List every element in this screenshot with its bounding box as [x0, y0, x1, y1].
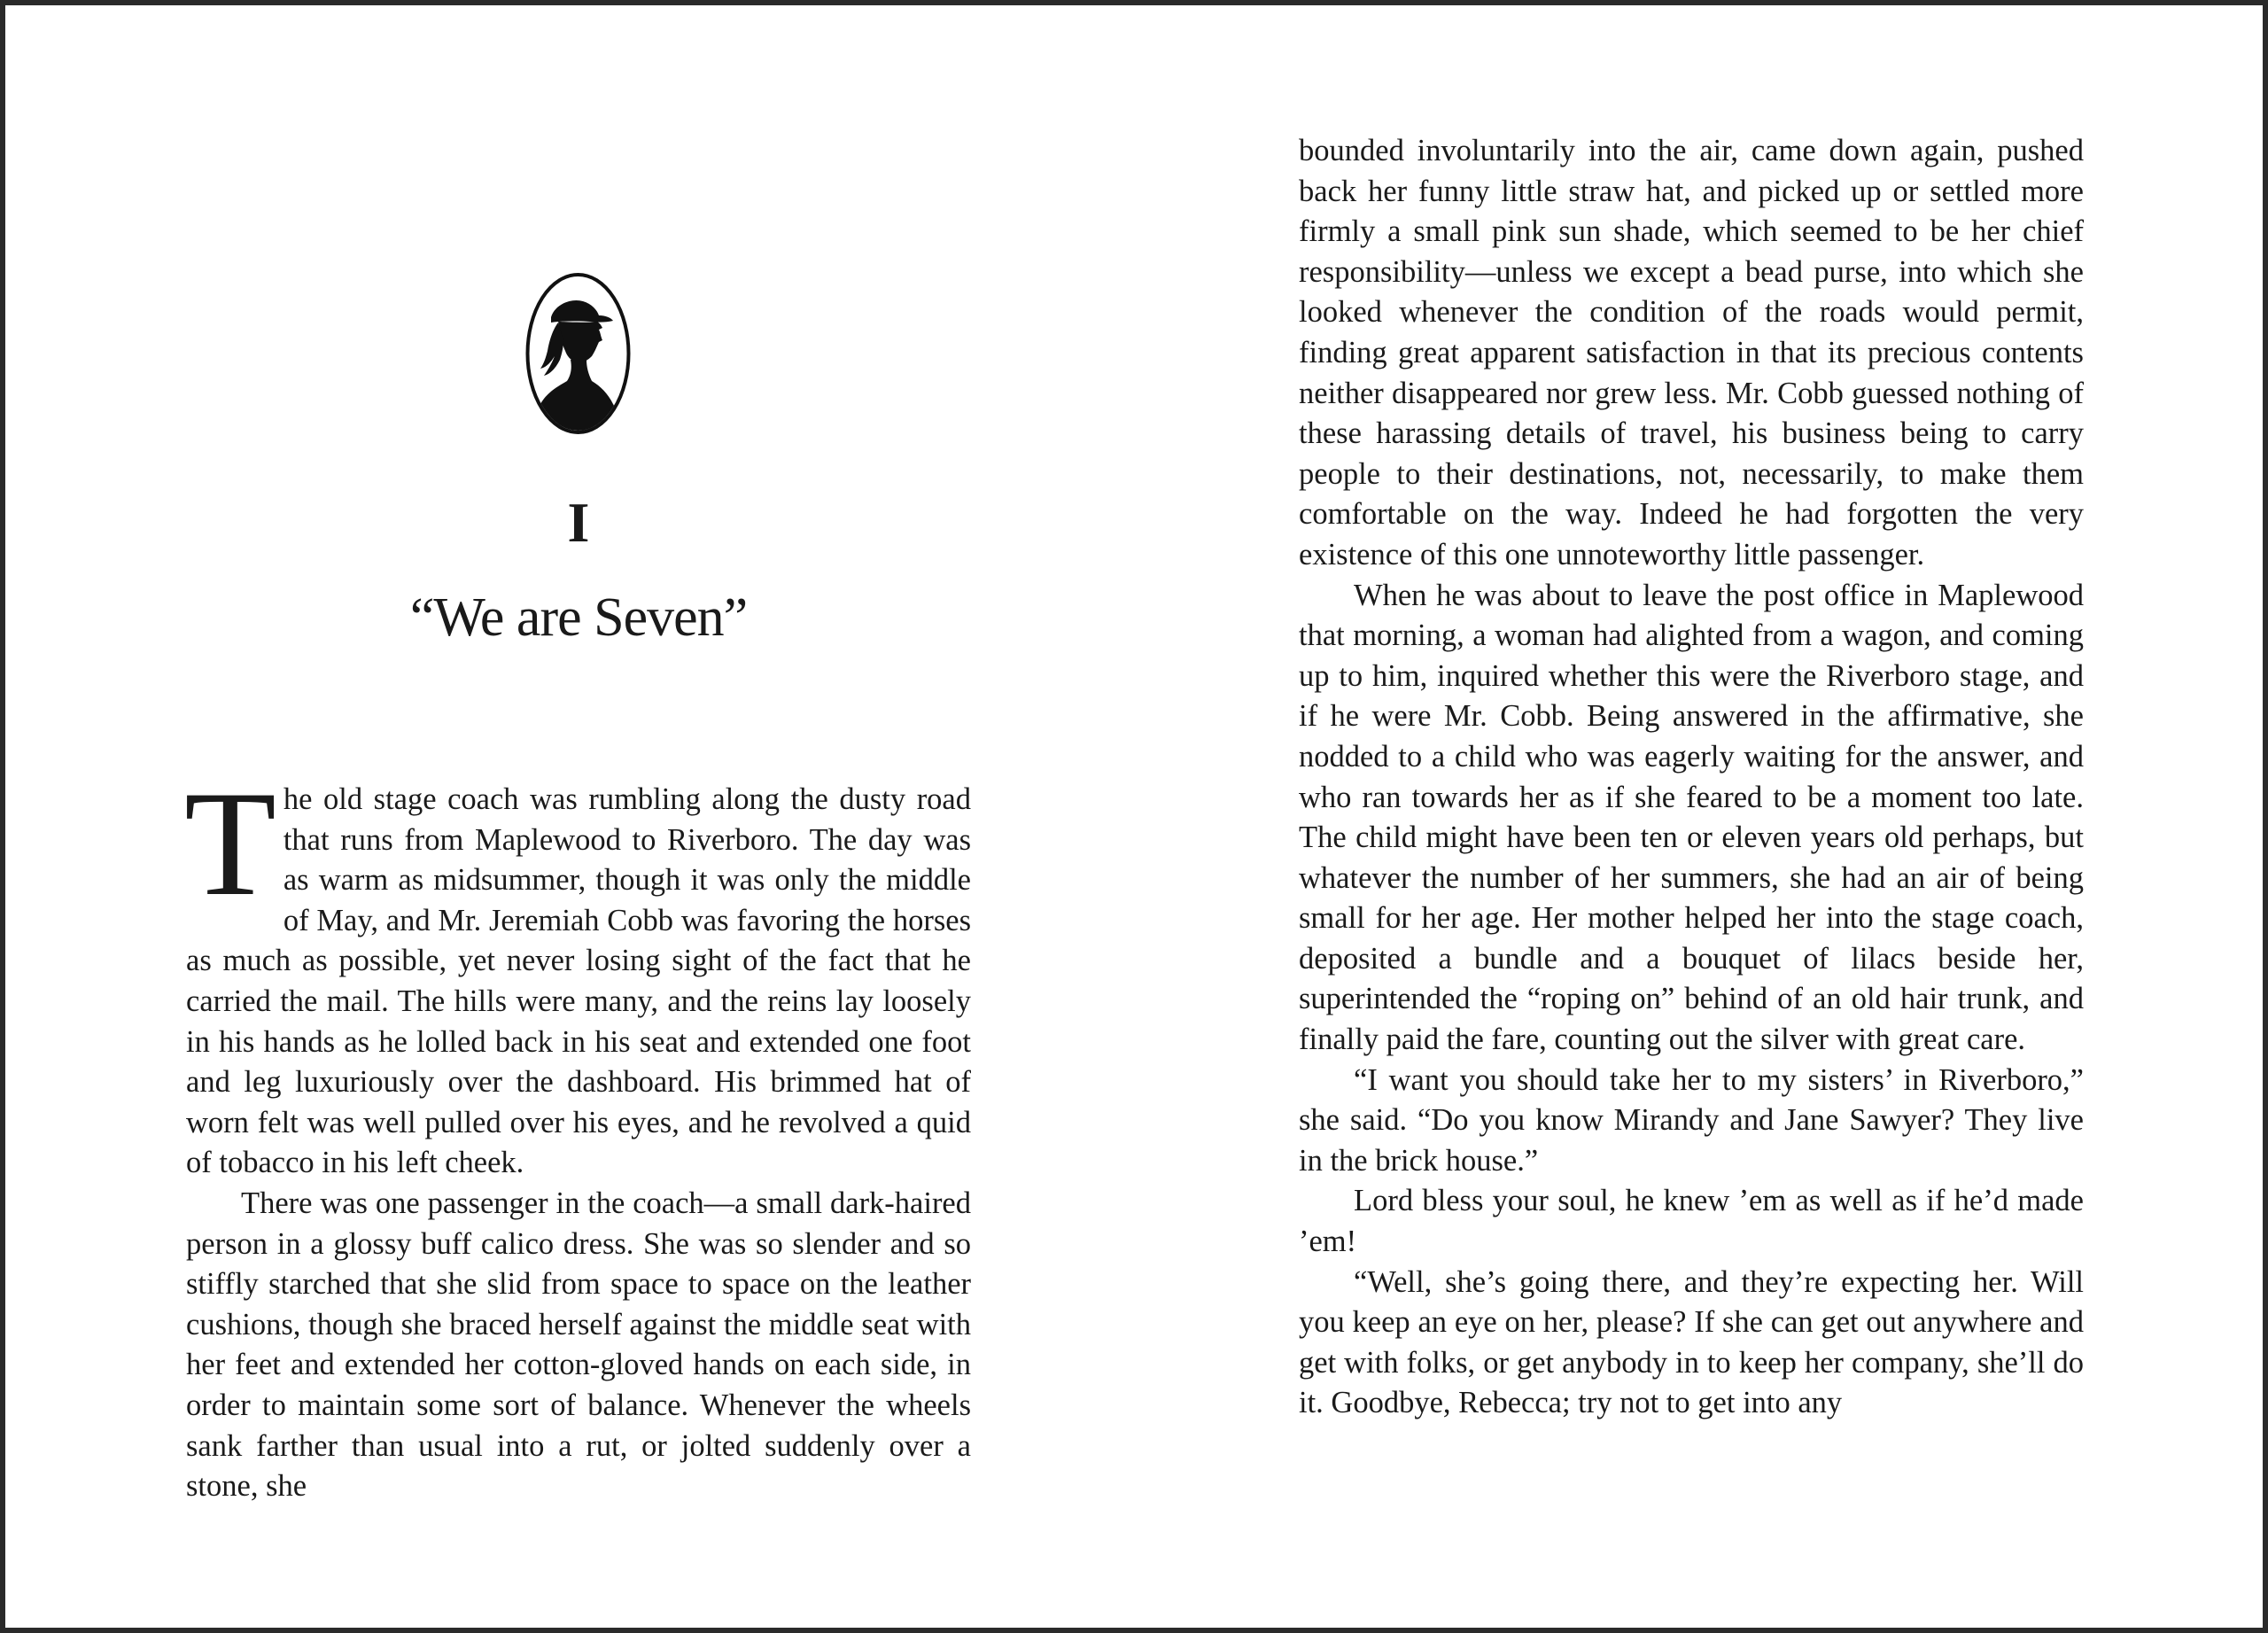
paragraph: “Well, she’s going there, and they’re expecting her. Will you keep an eye on her, please? If she can get out anywhere and get with folks, or get anybody in to keep her company, she’ll do it. Goodbye, Rebecca; try not to get into any — [1299, 1264, 2084, 1420]
chapter-title: “We are Seven” — [409, 587, 748, 648]
paragraph — [184, 760, 971, 1184]
left-page — [186, 0, 971, 1633]
paragraph: bounded involuntarily into the air, came down again, pushed back her funny little straw hat, and picked up or settled more firmly a small pink sun shade, which seemed to be her chief responsibility—unless we except a bead purse, into which she looked whenever the condition of the roads would permit, finding great apparent satisfaction in that its precious contents neither disappeared nor grew less. Mr. Cobb guessed nothing of these harassing details of travel, his business being to carry people to their destinations, not, necessarily, to make them comfortable on the way. Indeed he had forgotten the very existence of this one unnoteworthy little passenger. — [1299, 134, 2084, 572]
paragraph: There was one passenger in the coach—a small dark-haired person in a glossy buff calico dress. She was so slender and so stiffly starched that she slid from space to space on the leather cushions, though she braced herself against the middle seat with her feet and extended her cotton-gloved hands on each side, in order to maintain some sort of balance. Whenever the wheels sank farther than usual into a rut, or jolted suddenly over a stone, she — [186, 1186, 971, 1504]
left-page-text — [184, 760, 971, 1507]
drop-cap: T — [184, 760, 276, 927]
paragraph-text: he old stage coach was rumbling along the dusty road that runs from Maplewood to Riverboro. The day was as warm as midsummer, though it was only the middle of May, and Mr. Jeremiah Cobb was favoring the horses as much as possible, yet never losing sight of the fact that he carried the mail. The hills were many, and the reins lay loosely in his hands as he lolled back in his seat and extended one foot and leg luxuriously over the dashboard. His brimmed hat of worn felt was well pulled over his eyes, and he revolved a quid of tobacco in his left cheek. — [186, 782, 971, 1180]
paragraph: Lord bless your soul, he knew ’em as well as if he’d made ’em! — [1299, 1184, 2084, 1259]
silhouette-cameo-icon — [524, 271, 632, 436]
right-page-text — [1299, 131, 2084, 1424]
chapter-number: I — [567, 491, 590, 554]
paragraph: “I want you should take her to my sisters’ in Riverboro,” she said. “Do you know Mirandy and Jane Sawyer? They live in the brick house.” — [1299, 1062, 2084, 1178]
paragraph: When he was about to leave the post office in Maplewood that morning, a woman had alighted from a wagon, and coming up to him, inquired whether this were the Riverboro stage, and if he were Mr. Cobb. Being answered in the affirmative, she nodded to a child who was eagerly waiting for the answer, and who ran towards her as if she feared to be a moment too late. The child might have been ten or eleven years old perhaps, but whatever the number of her summers, she had an air of being small for her age. Her mother helped her into the stage coach, deposited a bundle and a bouquet of lilacs beside her, superintended the “roping on” behind of an old hair trunk, and finally paid the fare, counting out the silver with great care. — [1299, 578, 2084, 1057]
